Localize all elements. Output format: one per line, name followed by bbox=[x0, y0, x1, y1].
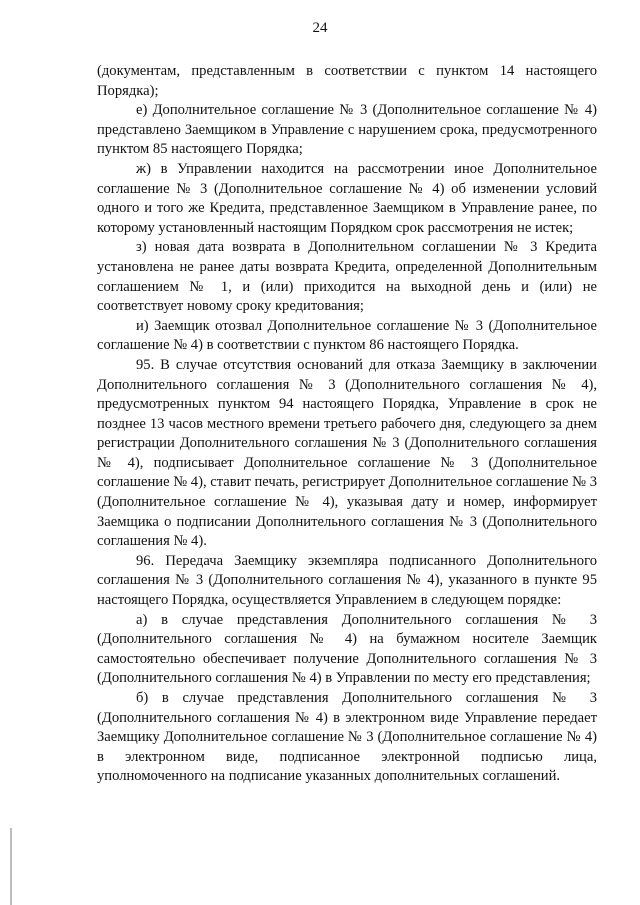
paragraph-95: 95. В случае отсутствия оснований для отказа Заемщику в заключении Дополнительного соглашения № 3 (Дополнительного соглашения № 4), предусмотренных пунктом 94 настоящего Порядка, Управление в срок не позднее 13 часов местного времени третьего рабочего дня, следующего за днем регистрации Дополнительного соглашения № 3 (Дополнительного соглашения № 4), подписывает Дополнительное соглашение № 3 (Дополнительное соглашение № 4), ставит печать, регистрирует Дополнительное соглашение № 3 (Дополнительное соглашение № 4), указывая дату и номер, информирует Заемщика о подписании Дополнительного соглашения № 3 (Дополнительного соглашения № 4). bbox=[97, 356, 597, 550]
paragraph-96-a: а) в случае представления Дополнительного соглашения № 3 (Дополнительного соглашения № 4) на бумажном носителе Заемщик самостоятельно обеспечивает получение Дополнительного соглашения № 3 (Дополнительного соглашения № 4) в Управлении по месту его представления; bbox=[97, 611, 597, 687]
document-body bbox=[97, 62, 597, 787]
paragraph-96: 96. Передача Заемщику экземпляра подписанного Дополнительного соглашения № 3 (Дополнительного соглашения № 4), указанного в пункте 95 настоящего Порядка, осуществляется Управлением в следующем порядке: bbox=[97, 552, 597, 609]
page-number: 24 bbox=[312, 20, 328, 36]
scan-edge-mark bbox=[10, 828, 12, 905]
paragraph-96-b: б) в случае представления Дополнительного соглашения № 3 (Дополнительного соглашения № 4) в электронном виде Управление передает Заемщику Дополнительное соглашение № 3 (Дополнительное соглашение № 4) в электронном виде, подписанное электронной подписью лица, уполномоченного на подписание указанных дополнительных соглашений. bbox=[97, 690, 597, 785]
paragraph-item-zh: ж) в Управлении находится на рассмотрении иное Дополнительное соглашение № 3 (Дополнительное соглашение № 4) об изменении условий одного и того же Кредита, представленное Заемщиком в Управление ранее, по которому установленный настоящим Порядком срок рассмотрения не истек; bbox=[97, 160, 597, 236]
paragraph-item-i: и) Заемщик отозвал Дополнительное соглашение № 3 (Дополнительное соглашение № 4) в соответствии с пунктом 86 настоящего Порядка. bbox=[97, 317, 597, 354]
paragraph-item-e: е) Дополнительное соглашение № 3 (Дополнительное соглашение № 4) представлено Заемщиком в Управление с нарушением срока, предусмотренного пунктом 85 настоящего Порядка; bbox=[97, 102, 597, 158]
paragraph-item-z: з) новая дата возврата в Дополнительном соглашении № 3 Кредита установлена не ранее даты возврата Кредита, определенной Дополнительным соглашением № 1, и (или) приходится на выходной день и (или) не соответствует новому сроку кредитования; bbox=[97, 239, 597, 315]
paragraph-continuation: (документам, представленным в соответствии с пунктом 14 настоящего Порядка); bbox=[97, 63, 597, 99]
